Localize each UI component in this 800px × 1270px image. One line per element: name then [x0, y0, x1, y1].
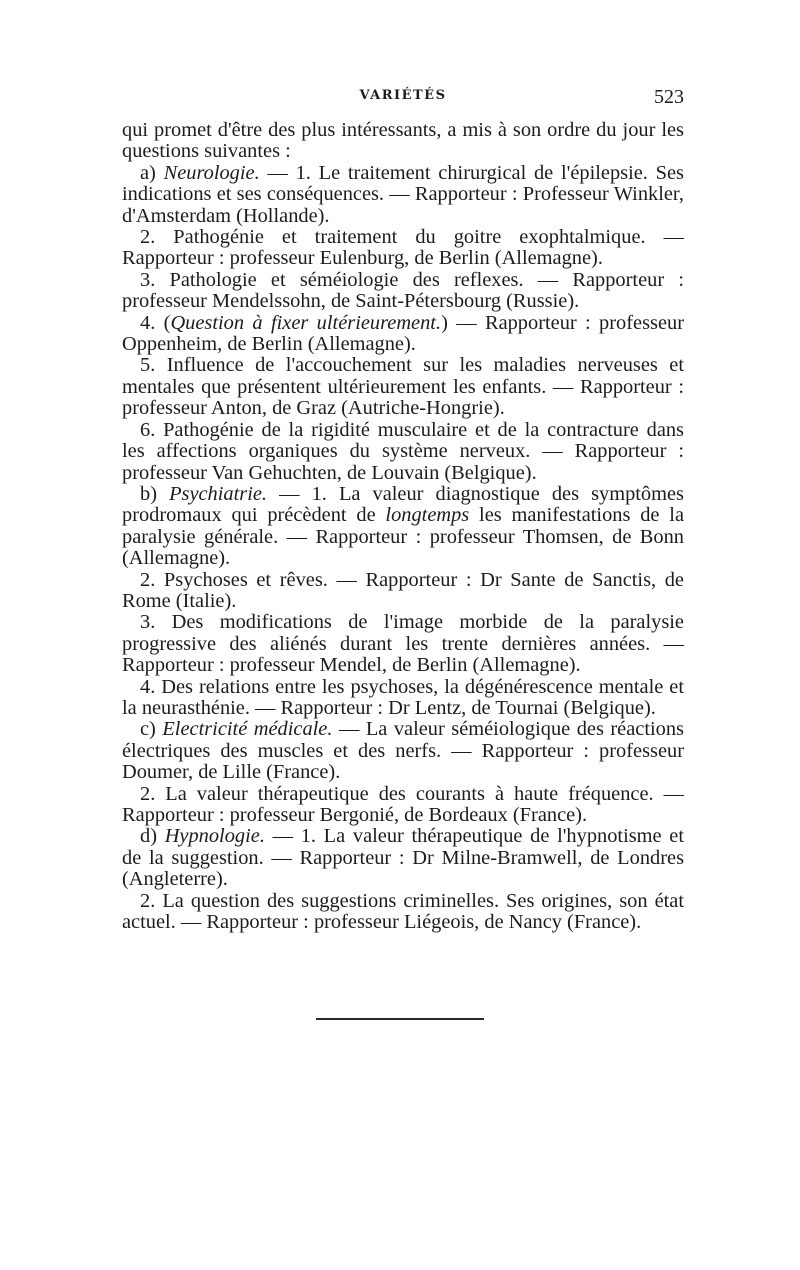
section-a-paragraph-1 [122, 163, 684, 227]
section-b-paragraph-1 [122, 484, 684, 570]
section-d-paragraph-1 [122, 826, 684, 890]
section-a-item-4-italic: Question à fixer ultérieurement. [170, 311, 442, 334]
section-b-prefix: b) [140, 482, 170, 505]
section-a-item-6: 6. Pathogénie de la rigidité musculaire et de la contracture dans les affections organiques du système nerveux. — Rapporteur : professeur Van Gehuchten, de Louvain (Belgique). [122, 418, 684, 484]
section-c-item-2: 2. La valeur thérapeutique des courants à haute fréquence. — Rapporteur : professeur Bergonié, de Bordeaux (France). [122, 782, 684, 826]
section-a-heading: Neurologie. [163, 161, 260, 184]
page-number: 523 [654, 86, 684, 108]
section-a-item-4-prefix: 4. ( [140, 311, 171, 334]
section-b-heading: Psychiatrie. [169, 482, 268, 505]
section-d-item-1: — 1. La valeur thérapeutique de l'hypnotisme et de la suggestion. — Rapporteur : Dr Milne-Bramwell, de Londres (Angleterre). [122, 825, 684, 891]
section-a-item-4-rest: ) — Rapporteur : professeur Oppenheim, de Berlin (Allemagne). [122, 311, 684, 356]
section-c-item-1: — La valeur séméiologique des réactions électriques des muscles et des nerfs. — Rapporteur : professeur Doumer, de Lille (France). [122, 718, 684, 784]
section-c-heading: Electricité médicale. [162, 718, 333, 741]
page-header [122, 88, 684, 114]
running-title: VARIÉTÉS [359, 88, 447, 103]
section-a-paragraph-4 [122, 313, 684, 356]
intro-paragraph: qui promet d'être des plus intéressants, a mis à son ordre du jour les questions suivantes : [122, 119, 684, 163]
section-a-prefix: a) [140, 161, 164, 184]
section-d-heading: Hypnologie. [164, 825, 265, 848]
section-b-item-1-end: les manifestations de la paralysie générale. — Rapporteur : professeur Thomsen, de Bonn (Allemagne). [122, 504, 684, 570]
section-b-item-1-italic: longtemps [385, 504, 470, 527]
section-d-item-2: 2. La question des suggestions criminelles. Ses origines, son état actuel. — Rapporteur : professeur Liégeois, de Nancy (France). [122, 889, 684, 934]
section-a-item-3: 3. Pathologie et séméiologie des reflexes. — Rapporteur : professeur Mendelssohn, de Saint-Pétersbourg (Russie). [122, 268, 684, 313]
end-rule [316, 1018, 484, 1020]
section-d-prefix: d) [140, 825, 165, 848]
section-a-item-1: — 1. Le traitement chirurgical de l'épilepsie. Ses indications et ses conséquences. — Rapporteur : Professeur Winkler, d'Amsterdam (Hollande). [122, 161, 684, 227]
section-c-prefix: c) [140, 718, 163, 741]
section-c-paragraph-1 [122, 719, 684, 783]
section-b-item-4: 4. Des relations entre les psychoses, la dégénérescence mentale et la neurasthénie. — Rapporteur : Dr Lentz, de Tournai (Belgique). [122, 675, 684, 719]
section-a-item-5: 5. Influence de l'accouchement sur les maladies nerveuses et mentales que présentent ultérieurement les enfants. — Rapporteur : professeur Anton, de Graz (Autriche-Hongrie). [122, 354, 684, 420]
section-a-item-2: 2. Pathogénie et traitement du goitre exophtalmique. — Rapporteur : professeur Eulenburg, de Berlin (Allemagne). [122, 226, 684, 270]
section-b-item-3: 3. Des modifications de l'image morbide de la paralysie progressive des aliénés durant les trente dernières années. — Rapporteur : professeur Mendel, de Berlin (Allemagne). [122, 611, 684, 677]
section-b-item-1-start: — 1. La valeur diagnostique des symptômes prodromaux qui précèdent de [122, 482, 684, 527]
section-b-item-2: 2. Psychoses et rêves. — Rapporteur : Dr Sante de Sanctis, de Rome (Italie). [122, 568, 684, 612]
body-text [122, 120, 684, 933]
